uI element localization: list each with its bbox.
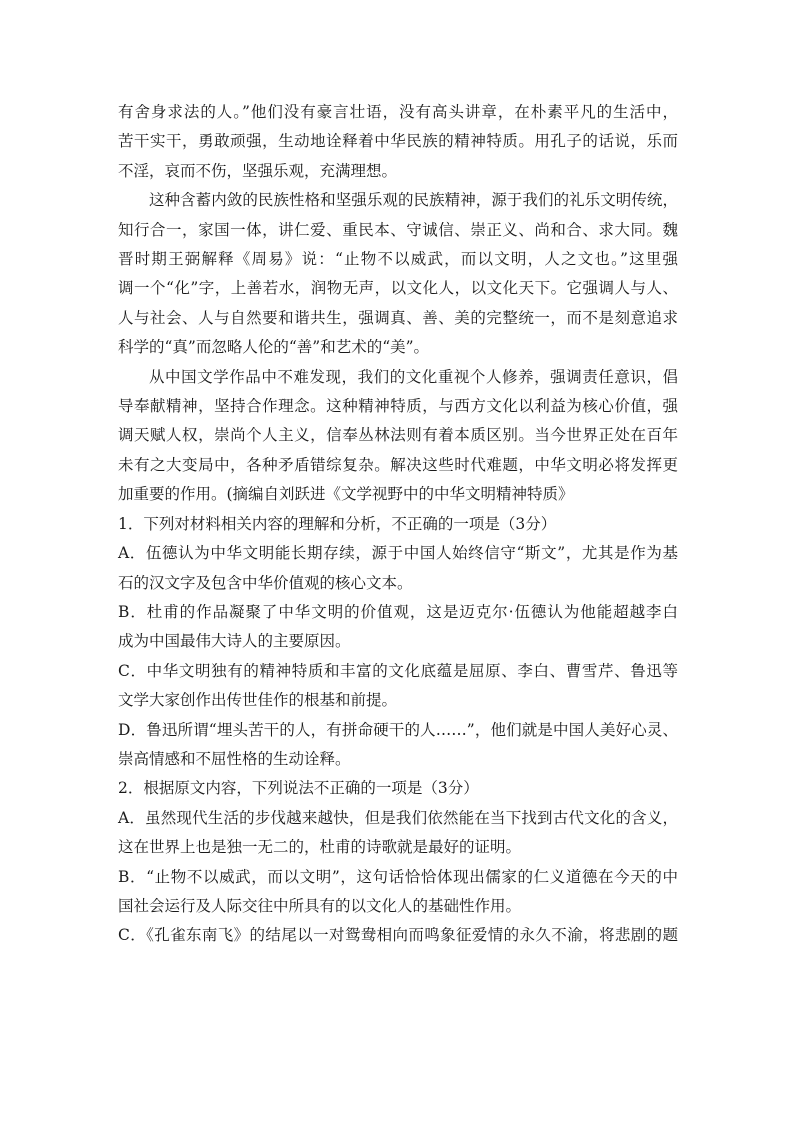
option-line: A．伍德认为中华文明能长期存续，源于中国人始终信守“斯文”，尤其是作为基: [118, 544, 678, 563]
question-1-option-a: [118, 539, 678, 598]
option-line: 石的汉文字及包含中华价值观的核心文本。: [118, 573, 413, 592]
option-line: 这在世界上也是独一无二的，杜甫的诗歌就是最好的证明。: [118, 838, 522, 857]
question-2-option-b: [118, 863, 678, 922]
option-line: 崇高情感和不屈性格的生动诠释。: [118, 749, 351, 768]
text-line: 导奉献精神，坚持合作理念。这种精神特质，与西方文化以利益为核心价值，强: [118, 397, 678, 416]
text-line: 晋时期王弼解释《周易》说：“止物不以威武，而以文明，人之文也。”这里强: [118, 250, 678, 269]
passage-paragraph-2: [118, 186, 678, 362]
text-line: 未有之大变局中，各种矛盾错综复杂。解决这些时代难题，中华文明必将发挥更: [118, 455, 678, 474]
option-line: A．虽然现代生活的步伐越来越快，但是我们依然能在当下找到古代文化的含义，: [118, 808, 678, 827]
text-line: 这种含蓄内敛的民族性格和坚强乐观的民族精神，源于我们的礼乐文明传统，: [149, 191, 678, 210]
question-2-option-a: [118, 804, 678, 863]
question-stem-line: 1．下列对材料相关内容的理解和分析，不正确的一项是（3分）: [118, 514, 557, 533]
option-line: C．《孔雀东南飞》的结尾以一对鸳鸯相向而鸣象征爱情的永久不渝，将悲剧的题: [118, 926, 678, 945]
question-1-option-d: [118, 716, 678, 775]
text-line: 科学的“真”而忽略人伦的“善”和艺术的“美”。: [118, 338, 430, 357]
option-line: B．杜甫的作品凝聚了中华文明的价值观，这是迈克尔·伍德认为他能超越李白: [118, 602, 678, 621]
text-line: 调天赋人权，崇尚个人主义，信奉丛林法则有着本质区别。当今世界正处在百年: [118, 426, 678, 445]
option-line: 成为中国最伟大诗人的主要原因。: [118, 632, 351, 651]
option-line: 国社会运行及人际交往中所具有的以文化人的基础性作用。: [118, 896, 522, 915]
passage-paragraph-3: [118, 363, 678, 510]
document-body: [118, 98, 678, 951]
text-line: 人与社会、人与自然要和谐共生，强调真、善、美的完整统一，而不是刻意追求: [118, 308, 678, 327]
question-1-stem: [118, 510, 678, 539]
passage-paragraph-1: [118, 98, 678, 186]
text-line: 加重要的作用。(摘编自刘跃进《文学视野中的中华文明精神特质》: [118, 485, 574, 504]
text-line: 从中国文学作品中不难发现，我们的文化重视个人修养，强调责任意识，倡: [149, 367, 678, 386]
question-1-option-c: [118, 657, 678, 716]
option-line: C．中华文明独有的精神特质和丰富的文化底蕴是屈原、李白、曹雪芹、鲁迅等: [118, 661, 678, 680]
text-line: 知行合一，家国一体，讲仁爱、重民本、守诚信、崇正义、尚和合、求大同。魏: [118, 220, 678, 239]
option-line: B．“止物不以威武，而以文明”，这句话恰恰体现出儒家的仁义道德在今天的中: [118, 867, 678, 886]
question-stem-line: 2．根据原文内容，下列说法不正确的一项是（3分）: [118, 779, 479, 798]
text-line: 调一个“化”字，上善若水，润物无声，以文化人，以文化天下。它强调人与人、: [118, 279, 678, 298]
text-line: 不淫，哀而不伤，坚强乐观，充满理想。: [118, 161, 398, 180]
text-line: 苦干实干，勇敢顽强，生动地诠释着中华民族的精神特质。用孔子的话说，乐而: [118, 132, 678, 151]
text-line: 有舍身求法的人。”他们没有豪言壮语，没有高头讲章，在朴素平凡的生活中，: [118, 103, 678, 121]
question-2-stem: [118, 774, 678, 803]
option-line: D．鲁迅所谓“埋头苦干的人，有拼命硬干的人……”，他们就是中国人美好心灵、: [118, 720, 678, 739]
question-2-option-c: [118, 921, 678, 950]
option-line: 文学大家创作出传世佳作的根基和前提。: [118, 691, 398, 710]
question-1-option-b: [118, 598, 678, 657]
